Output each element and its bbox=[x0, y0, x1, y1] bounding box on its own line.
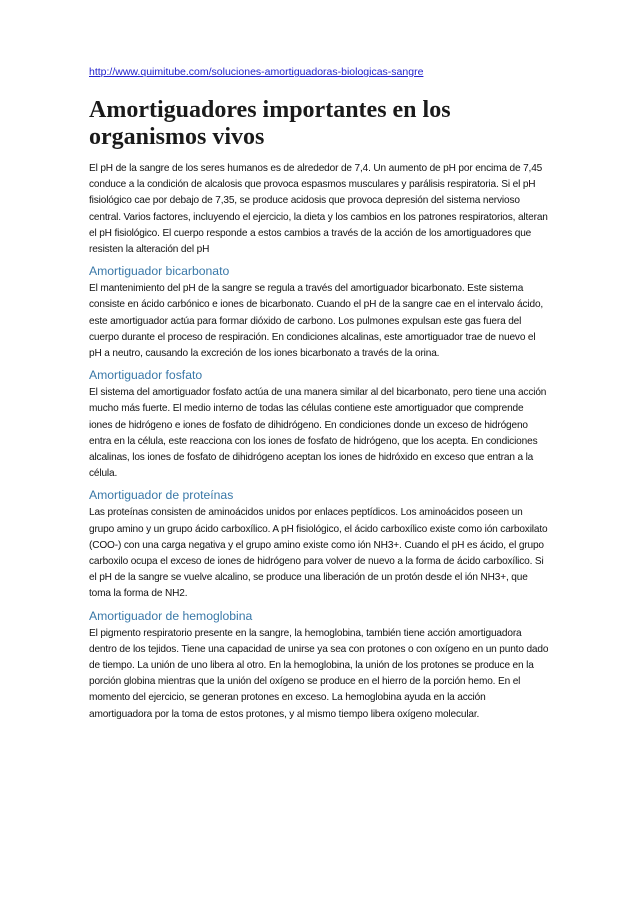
document-page bbox=[89, 66, 549, 729]
section-body-fosfato: El sistema del amortiguador fosfato actúa de una manera similar al del bicarbonato, pero tiene una acción mucho más fuerte. El medio interno de todas las células contiene este amortiguador que comprende iones de hidrógeno e iones de fosfato de dihidrógeno. En condiciones donde un exceso de hidrógeno entra en la célula, este reacciona con los iones de fosfato de hidrógeno, que los acepta. En condiciones alcalinas, los iones de fosfato de dihidrógeno aceptan los iones de hidróxido en exceso que entran a la célula. bbox=[89, 387, 547, 480]
section-heading-proteinas: Amortiguador de proteínas bbox=[89, 488, 234, 503]
section-heading-bicarbonato: Amortiguador bicarbonato bbox=[89, 264, 230, 279]
intro-paragraph: El pH de la sangre de los seres humanos es de alrededor de 7,4. Un aumento de pH por encima de 7,45 conduce a la condición de alcalosis que provoca espasmos musculares y parálisis respiratoria. Si el pH fisiológico cae por debajo de 7,35, se produce acidosis que provoca depresión del sistema nervioso central. Varios factores, incluyendo el ejercicio, la dieta y los cambios en los patrones respiratorios, alteran el pH fisiológico. El cuerpo responde a estos cambios a través de la acción de los amortiguadores que resisten la alteración del pH bbox=[89, 163, 548, 256]
section-heading-fosfato: Amortiguador fosfato bbox=[89, 368, 203, 383]
source-link[interactable]: http://www.quimitube.com/soluciones-amortiguadoras-biologicas-sangre bbox=[89, 66, 424, 78]
page-title: Amortiguadores importantes en los organismos vivos bbox=[89, 97, 451, 150]
section-body-hemoglobina: El pigmento respiratorio presente en la sangre, la hemoglobina, también tiene acción amortiguadora dentro de los tejidos. Tiene una capacidad de unirse ya sea con protones o con oxígeno en un punto dado de tiempo. La unión de uno libera al otro. En la hemoglobina, la unión de los protones se produce en la porción globina mientras que la unión del oxígeno se produce en el hierro de la porción hemo. En el momento del ejercicio, se generan protones en exceso. La hemoglobina ayuda en la acción amortiguadora por la toma de estos protones, y al mismo tiempo libera oxígeno molecular. bbox=[89, 627, 549, 720]
section-body-proteinas: Las proteínas consisten de aminoácidos unidos por enlaces peptídicos. Los aminoácidos poseen un grupo amino y un grupo ácido carboxílico. A pH fisiológico, el ácido carboxílico existe como ión carboxilato (COO-) con una carga negativa y el grupo amino existe como ión NH3+. Cuando el pH es ácido, el grupo carboxilo ocupa el exceso de iones de hidrógeno para volver de nuevo a la forma de ácido carboxílico. Si el pH de la sangre se vuelve alcalino, se produce una liberación de un protón desde el ión NH3+, que toma la forma de NH2. bbox=[89, 507, 548, 600]
section-body-bicarbonato: El mantenimiento del pH de la sangre se regula a través del amortiguador bicarbonato. Este sistema consiste en ácido carbónico e iones de bicarbonato. Cuando el pH de la sangre cae en el intervalo ácido, este amortiguador actúa para formar dióxido de carbono. Los pulmones expulsan este gas fuera del cuerpo durante el proceso de respiración. En condiciones alcalinas, este amortiguador trae de nuevo el pH a neutro, causando la excreción de los iones bicarbonato a través de la orina. bbox=[89, 283, 544, 360]
section-heading-hemoglobina: Amortiguador de hemoglobina bbox=[89, 608, 253, 623]
